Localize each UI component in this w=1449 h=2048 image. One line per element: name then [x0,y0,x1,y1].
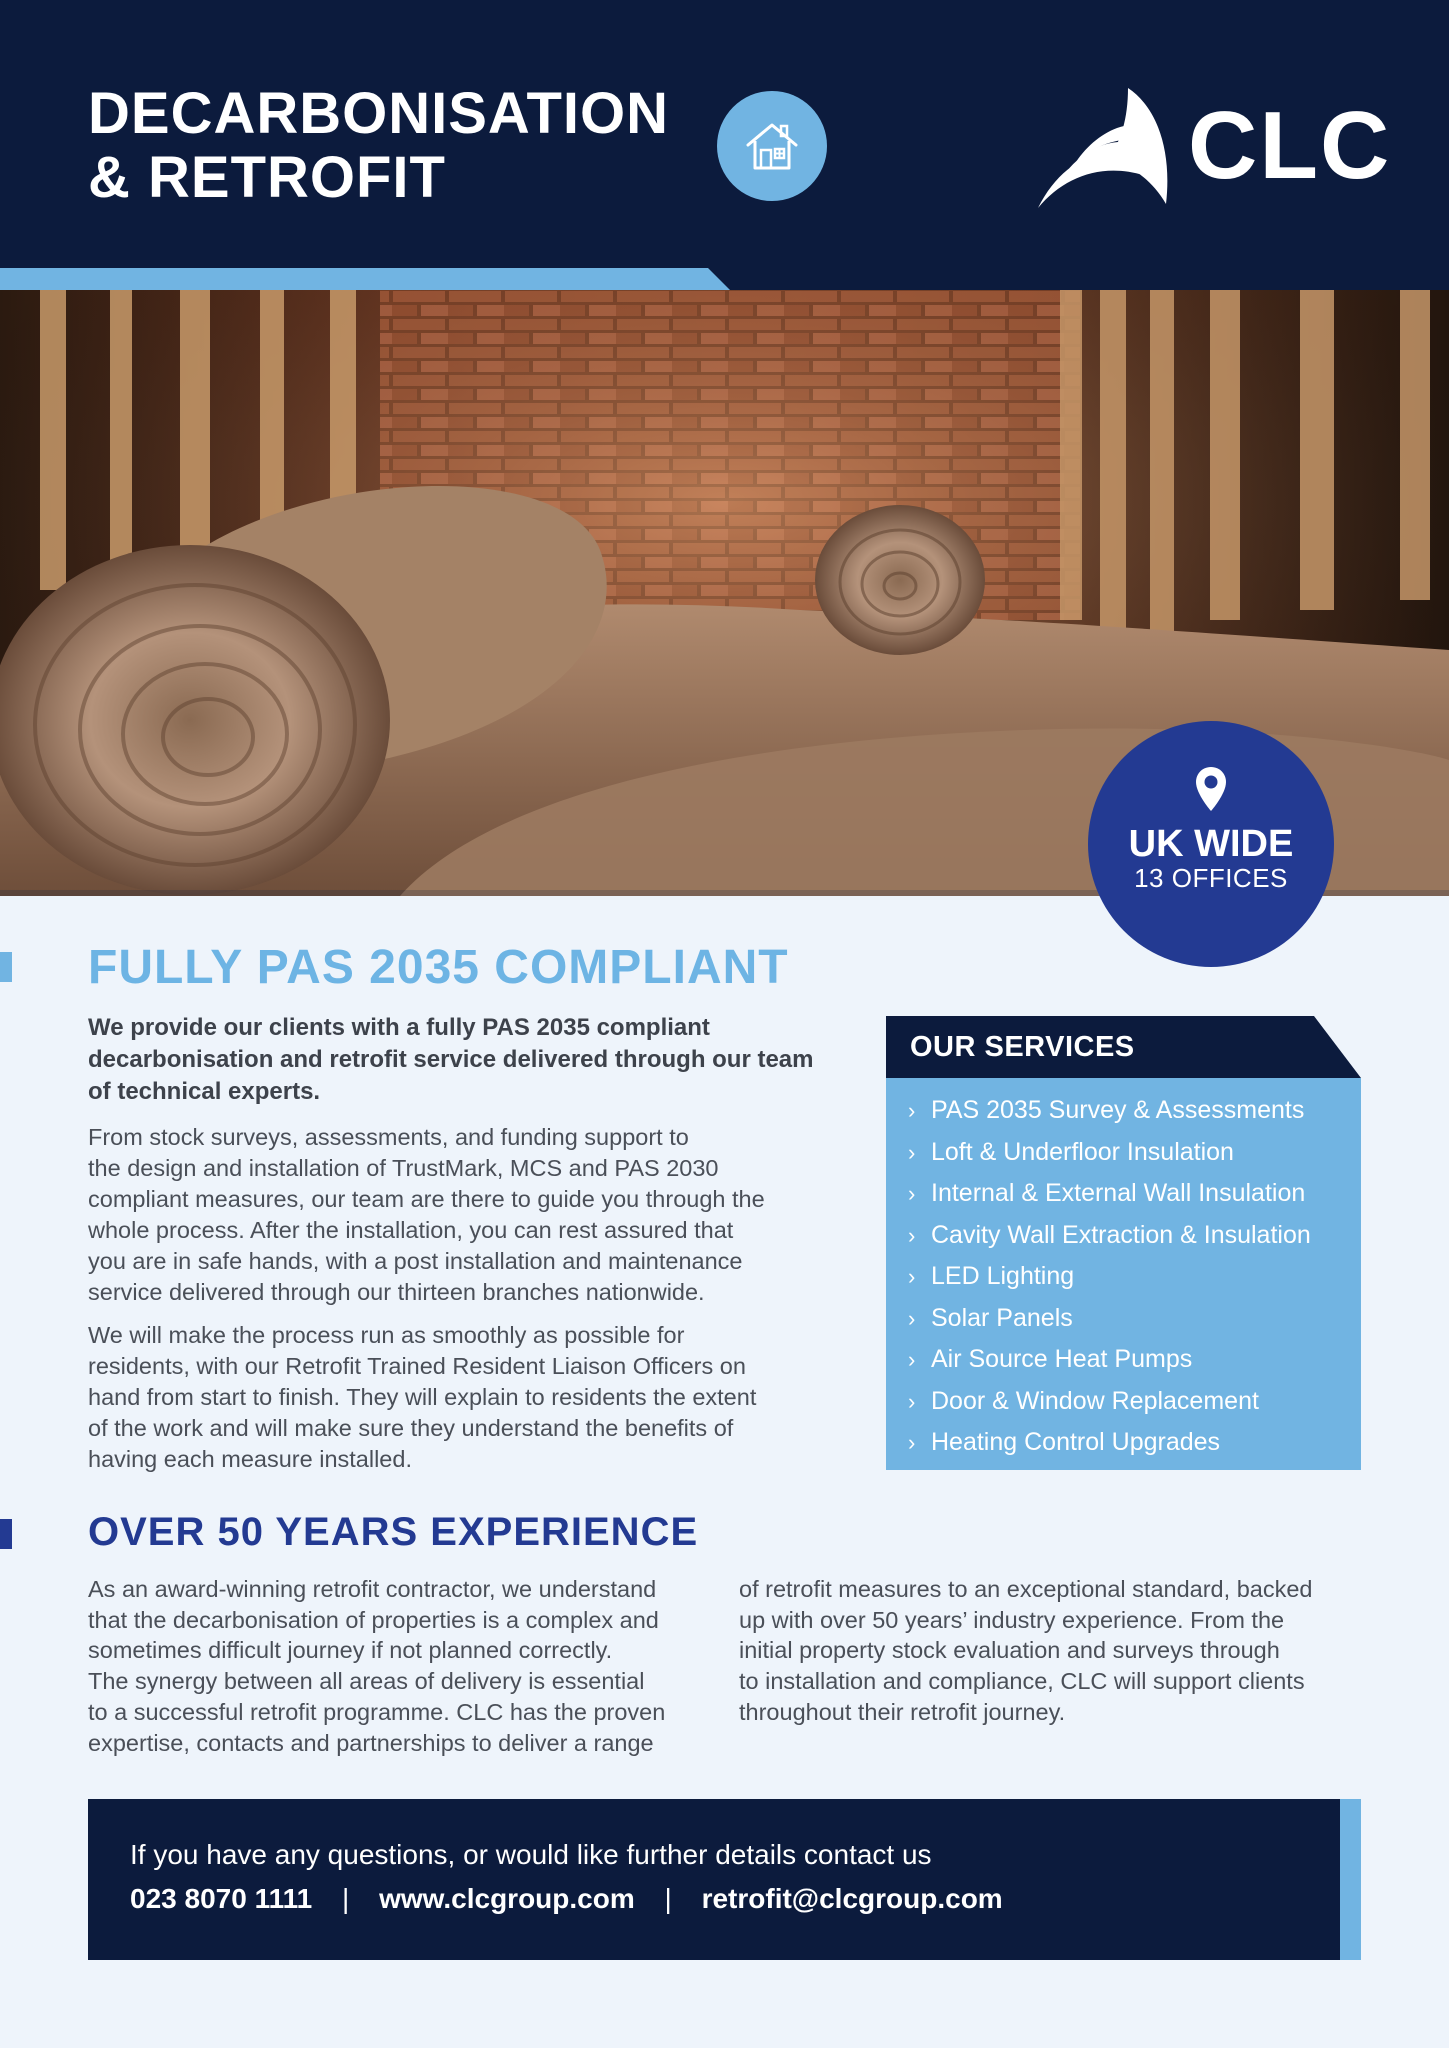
service-label: Heating Control Upgrades [931,1428,1221,1456]
service-item [886,1422,1361,1464]
services-heading: OUR SERVICES [910,1031,1135,1063]
service-label: Internal & External Wall Insulation [931,1179,1306,1207]
compliance-lead: We provide our clients with a fully PAS 2035 compliant decarbonisation and retrofit service delivered through our team of technical experts. [88,1014,814,1105]
text-line: We will make the process run as smoothly as possible for [88,1322,685,1348]
chevron-right-icon: › [908,1305,916,1331]
location-pin-icon [1194,765,1228,813]
section-marker [0,952,12,982]
service-label: LED Lighting [931,1262,1075,1290]
text-line: expertise, contacts and partnerships to deliver a range [88,1729,654,1756]
services-list [886,1078,1361,1470]
text-line: The synergy between all areas of delivery is essential [88,1668,645,1695]
text-line: that the decarbonisation of properties is a complex and [88,1606,659,1633]
services-header [886,1016,1361,1078]
chevron-right-icon: › [908,1347,916,1372]
text-line: sometimes difficult journey if not planned correctly. [88,1637,613,1664]
services-box [886,1016,1361,1470]
text-line: of the work and will make sure they understand the benefits of [88,1415,734,1441]
service-label: Cavity Wall Extraction & Insulation [931,1220,1311,1249]
text-line: having each measure installed. [88,1446,412,1472]
service-item [886,1381,1361,1423]
compliance-paragraph-2 [88,1320,833,1475]
header-banner [0,0,1449,290]
badge-title: UK WIDE [1128,823,1294,865]
text-line: initial property stock evaluation and surveys through [739,1637,1280,1664]
service-item [886,1132,1361,1174]
house-icon [717,91,827,201]
contact-box [88,1799,1340,1960]
experience-column-1 [88,1574,718,1758]
phone-number[interactable]: 023 8070 1111 [130,1883,313,1914]
service-label: Loft & Underfloor Insulation [931,1137,1234,1166]
chevron-right-icon: › [908,1264,916,1289]
title-line-1: DECARBONISATION [88,81,670,146]
text-line: of retrofit measures to an exceptional standard, backed [739,1576,1313,1602]
separator: | [664,1883,672,1914]
experience-heading: OVER 50 YEARS EXPERIENCE [88,1510,699,1554]
separator: | [342,1883,350,1914]
text-line: As an award-winning retrofit contractor, we understand [88,1576,657,1602]
service-item [886,1339,1361,1381]
service-label: Solar Panels [931,1303,1073,1332]
text-line: the design and installation of TrustMark, MCS and PAS 2030 [88,1155,719,1181]
text-line: hand from start to finish. They will explain to residents the extent [88,1384,757,1410]
website-link[interactable]: www.clcgroup.com [379,1883,635,1914]
contact-accent-edge [1340,1799,1361,1960]
text-line: to a successful retrofit programme. CLC has the proven [88,1698,666,1725]
service-item [886,1173,1361,1215]
title-line-2: & RETROFIT [88,145,446,210]
service-item [886,1090,1361,1132]
service-label: Door & Window Replacement [931,1386,1259,1415]
service-label: PAS 2035 Survey & Assessments [931,1096,1305,1124]
clc-sail-logo-icon [1036,84,1176,208]
text-line: to installation and compliance, CLC will support clients [739,1668,1305,1695]
chevron-right-icon: › [908,1430,916,1455]
chevron-right-icon: › [908,1388,916,1414]
email-link[interactable]: retrofit@clcgroup.com [701,1883,1003,1914]
accent-bar [0,268,730,290]
chevron-right-icon: › [908,1222,916,1248]
experience-column-2 [739,1574,1379,1728]
uk-wide-badge [1088,721,1334,967]
text-line: From stock surveys, assessments, and funding support to [88,1124,689,1150]
text-line: compliant measures, our team are there to guide you through the [88,1186,765,1212]
contact-details [130,1881,1003,1917]
compliance-paragraph-1 [88,1122,833,1308]
badge-subtitle: 13 OFFICES [1134,863,1288,893]
page-title [88,82,669,210]
chevron-right-icon: › [908,1098,916,1123]
text-line: residents, with our Retrofit Trained Resident Liaison Officers on [88,1353,746,1379]
text-line: up with over 50 years’ industry experience. From the [739,1606,1285,1633]
chevron-right-icon: › [908,1139,916,1165]
text-line: throughout their retrofit journey. [739,1698,1066,1725]
service-item [886,1298,1361,1340]
text-line: service delivered through our thirteen branches nationwide. [88,1279,705,1305]
service-label: Air Source Heat Pumps [931,1345,1193,1373]
section-marker [0,1519,12,1549]
service-item [886,1215,1361,1257]
chevron-right-icon: › [908,1181,916,1206]
service-item [886,1256,1361,1298]
contact-intro: If you have any questions, or would like further details contact us [130,1839,932,1870]
compliance-heading: FULLY PAS 2035 COMPLIANT [88,941,789,994]
text-line: whole process. After the installation, you can rest assured that [88,1217,734,1243]
text-line: you are in safe hands, with a post installation and maintenance [88,1248,743,1274]
clc-logo-text: CLC [1188,92,1392,199]
